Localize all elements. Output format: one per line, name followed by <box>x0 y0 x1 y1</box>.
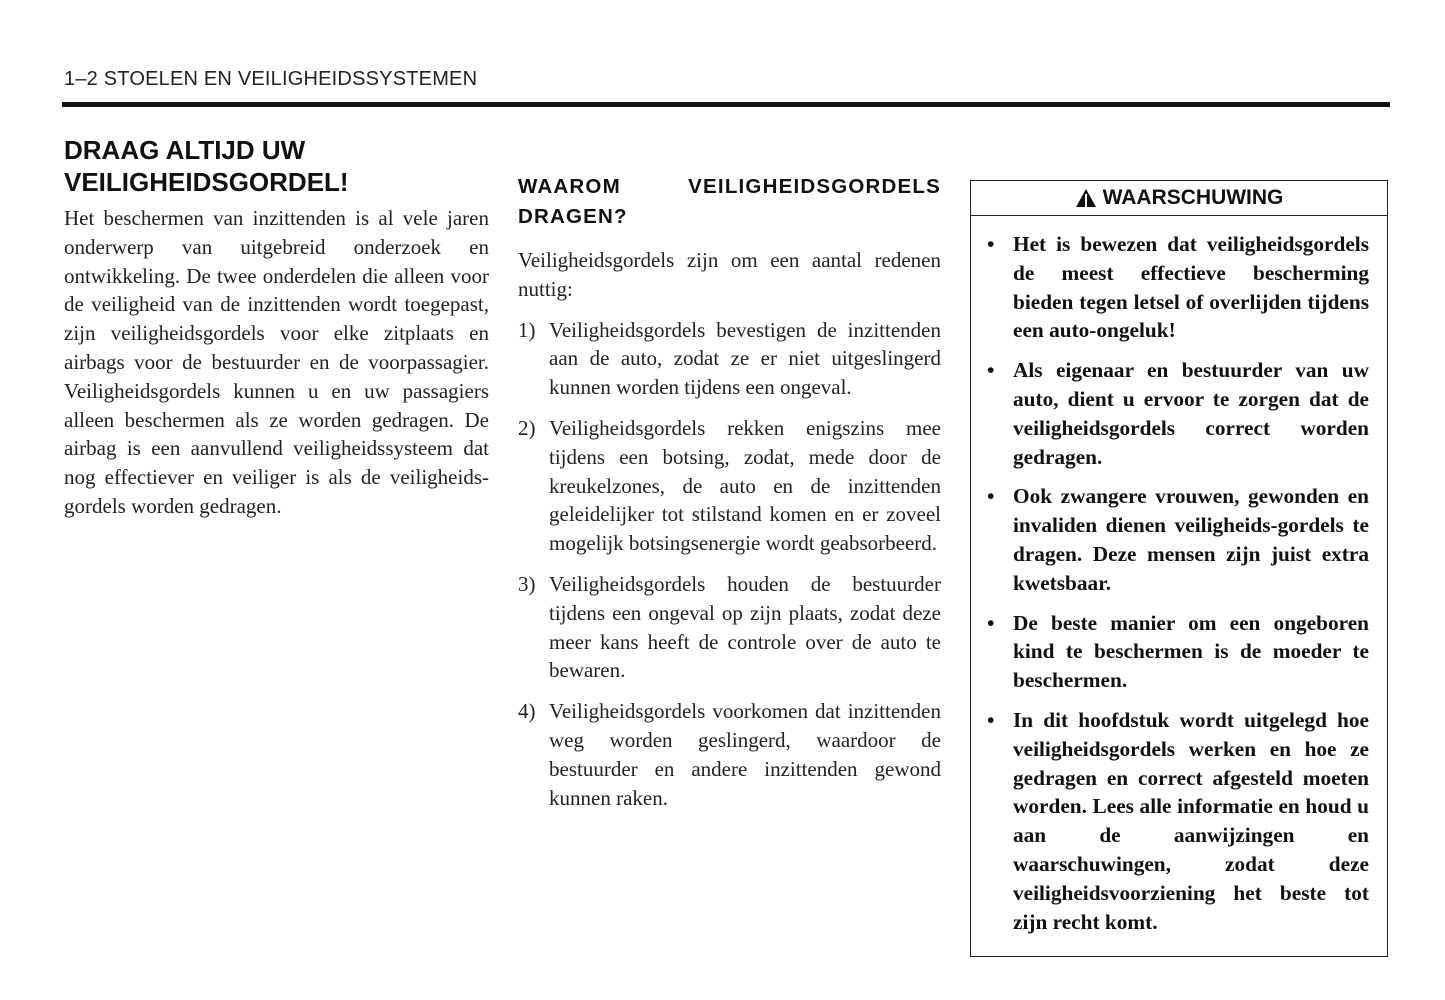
list-item <box>518 414 941 558</box>
reasons-list <box>518 316 941 813</box>
warning-text: In dit hoofdstuk wordt uitgelegd hoe veiligheidsgordels werken en hoe ze gedragen en correct afgesteld moeten worden. Lees alle informatie en houd u aan de aanwijzingen en waarschuwingen, zodat deze veiligheidsvoorziening het beste tot zijn recht komt. <box>1013 707 1369 934</box>
bullet: • <box>987 232 995 256</box>
warning-item <box>985 356 1369 471</box>
section-body: Het beschermen van inzittenden is al vele jaren onderwerp van uitgebreid onderzoek en ontwikkeling. De twee onderdelen die alleen voor de veiligheid van de inzittenden wordt toegepast, zijn veiligheidsgordels voor elke zitplaats en airbags voor de bestuurder en de voorpassagier. Veiligheidsgordels kunnen u en uw passagiers alleen beschermen als ze worden gedragen. De airbag is een aanvullend veiligheidssysteem dat nog effectiever en veiliger is als de veiligheids-gordels worden gedragen. <box>64 206 489 518</box>
column-middle <box>518 172 941 824</box>
page-header: 1–2 STOELEN EN VEILIGHEIDSSYSTEMEN <box>64 68 478 90</box>
list-text: Veiligheidsgordels houden de bestuurder tijdens een ongeval op zijn plaats, zodat deze meer kans heeft de controle over de auto te bewaren. <box>549 571 941 683</box>
list-item <box>518 316 941 402</box>
list-text: Veiligheidsgordels bevestigen de inzittenden aan de auto, zodat ze er niet uitgeslingerd kunnen worden tijdens een ongeval. <box>549 317 941 400</box>
list-item <box>518 570 941 685</box>
warning-text: De beste manier om een ongeboren kind te beschermen is de moeder te beschermen. <box>1013 610 1369 693</box>
bullet: • <box>987 484 995 509</box>
section-heading-why-seatbelts: WAAROM VEILIGHEIDSGORDELS DRAGEN? <box>518 175 941 228</box>
warning-text: Als eigenaar en bestuurder van uw auto, dient u ervoor te zorgen dat de veiligheidsgordels correct worden gedragen. <box>1013 358 1369 469</box>
bullet: • <box>987 610 995 635</box>
warning-header <box>971 181 1387 216</box>
warning-title: WAARSCHUWING <box>1102 186 1284 209</box>
section-heading-wear-seatbelt: DRAAG ALTIJD UW VEILIGHEIDSGORDEL! <box>64 135 349 197</box>
bullet: • <box>987 358 995 383</box>
warning-item <box>985 482 1369 597</box>
warning-item <box>985 706 1369 936</box>
warning-item <box>985 230 1369 345</box>
warning-item <box>985 609 1369 695</box>
warning-text: Het is bewezen dat veiligheidsgordels de meest effectieve bescherming bieden tegen letsel of overlijden tijdens een auto-ongeluk! <box>1013 232 1369 343</box>
bullet: • <box>987 707 995 732</box>
list-number: 4) <box>518 699 536 724</box>
list-item <box>518 697 941 812</box>
header-rule <box>62 102 1390 107</box>
warning-text: Ook zwangere vrouwen, gewonden en invaliden dienen veiligheids-gordels te dragen. Deze mensen zijn juist extra kwetsbaar. <box>1013 484 1369 595</box>
warning-list <box>971 216 1387 936</box>
section-intro: Veiligheidsgordels zijn om een aantal redenen nuttig: <box>518 248 941 301</box>
column-left <box>64 134 489 533</box>
list-number: 2) <box>518 415 536 440</box>
list-number: 1) <box>518 317 536 342</box>
list-text: Veiligheidsgordels rekken enigszins mee tijdens een botsing, zodat, mede door de kreukelzones, de auto en de inzittenden geleidelijker tot stilstand komen en er zoveel mogelijk botsingsenergie wordt geabsorbeerd. <box>549 415 941 556</box>
warning-box <box>970 180 1388 957</box>
warning-triangle-icon <box>1075 188 1097 208</box>
list-number: 3) <box>518 571 536 596</box>
list-text: Veiligheidsgordels voorkomen dat inzittenden weg worden geslingerd, waardoor de bestuurder en andere inzittenden gewond kunnen raken. <box>549 699 941 810</box>
